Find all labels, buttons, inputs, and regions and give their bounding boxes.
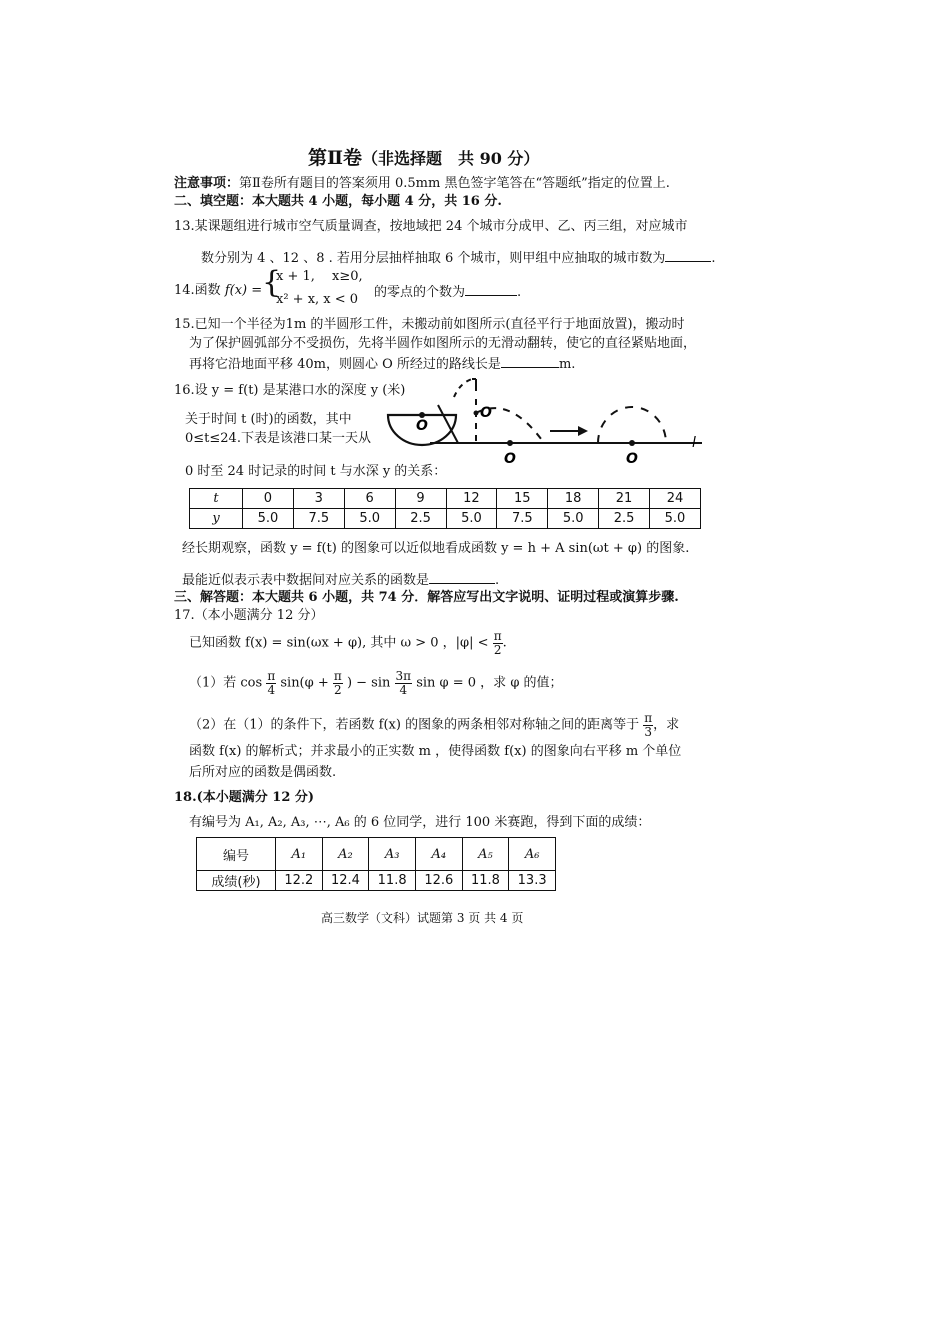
p1-prefix: （1）若 cos: [189, 675, 263, 691]
cell-value: 0: [263, 491, 273, 506]
cell-value: 3: [314, 491, 323, 506]
table-cell: [650, 489, 701, 509]
q13-end: .: [711, 251, 716, 266]
table-cell: [650, 509, 701, 529]
p1-end: sin φ = 0 ，求 φ 的值；: [416, 675, 563, 691]
p1-frac3: [395, 670, 413, 697]
p1-frac1-num: π: [267, 669, 276, 683]
table-cell: [276, 871, 323, 891]
table-header-score: [197, 871, 276, 891]
q16-line3: 0≤t≤24.下表是该港口某一天从: [185, 431, 371, 446]
cell-value: A₁: [291, 846, 307, 862]
q13-line2-text: 数分别为 4 、12 、8 . 若用分层抽样抽取 6 个城市，则甲组中应抽取的城市数为: [201, 251, 666, 266]
q16-after2-text: 最能近似表示表中数据间对应关系的函数是: [182, 573, 430, 588]
center-dot-ground: [507, 440, 513, 446]
q17-part2-line2: 函数 f(x) 的解析式；并求最小的正实数 m ，使得函数 f(x) 的图象向右平移 m 个单位: [189, 744, 682, 759]
table-cell: [344, 489, 395, 509]
q14-case1: x + 1, x≥0,: [276, 269, 363, 284]
frac-den: 2: [493, 643, 502, 657]
cell-value: A₅: [478, 846, 493, 862]
p1-frac2-den: 2: [334, 683, 342, 697]
cell-value: 12: [463, 491, 480, 506]
cell-value: 5.0: [664, 511, 686, 526]
label-O-ground: O: [504, 451, 516, 467]
q17-given-text: 已知函数 f(x) = sin(ωx + φ), 其中 ω > 0 ，|φ| <: [189, 635, 489, 651]
q17-part2-line1: [189, 712, 679, 739]
frac-num: π: [493, 629, 502, 643]
q14-brace: {: [262, 265, 282, 300]
table-cell: [599, 489, 650, 509]
table-cell: [243, 509, 294, 529]
q18-line1: 有编号为 A₁, A₂, A₃, ⋯, A₆ 的 6 位同学，进行 100 米赛跑，得到下面的成绩：: [189, 815, 651, 830]
q14-case2: x² + x, x < 0: [276, 292, 359, 307]
table-row-scores: [197, 871, 556, 891]
page-title: [308, 143, 539, 170]
q18-table: [196, 837, 556, 891]
center-dot-final: [629, 440, 635, 446]
cell-value: 24: [666, 491, 684, 506]
table-cell: [293, 489, 344, 509]
cell-value: 21: [615, 491, 633, 506]
page-footer: 高三数学（文科）试题第 3 页 共 4 页: [321, 911, 524, 925]
p1-frac2-num: π: [333, 669, 342, 683]
table-cell: [276, 838, 323, 871]
table-cell: [369, 838, 416, 871]
label-O-final: O: [626, 451, 638, 467]
table-cell: [415, 838, 462, 871]
table-cell: [395, 509, 446, 529]
center-path-arc-1: [454, 379, 472, 397]
q16-after2: [182, 571, 499, 589]
cell-value: A₃: [384, 846, 400, 862]
p1-mid1: sin(φ +: [280, 675, 329, 691]
cell-value: A₄: [431, 846, 447, 862]
q15-end: m.: [558, 357, 576, 372]
cell-value: 12.6: [424, 873, 454, 888]
table-cell: [322, 871, 369, 891]
table-cell: [462, 838, 509, 871]
table-header-id: [197, 838, 276, 871]
table-cell: [322, 838, 369, 871]
q16-line1: 16.设 y = f(t) 是某港口水的深度 y (米): [174, 383, 406, 398]
section2-heading: 二、填空题：本大题共 4 小题，每小题 4 分，共 16 分.: [174, 194, 502, 209]
translate-arrow-head: [578, 426, 588, 436]
q18-head: 18.(本小题满分 12 分): [174, 790, 315, 805]
cell-value: 18: [564, 491, 582, 506]
final-semicircle: [598, 407, 666, 443]
table-cell: [344, 509, 395, 529]
title-main: 第Ⅱ卷: [308, 147, 363, 169]
q14-func: f(x) =: [224, 283, 263, 298]
table-row-ids: [197, 838, 556, 871]
q17-given-frac: [493, 630, 503, 657]
label-O-upright: O: [480, 405, 492, 421]
table-cell: [548, 509, 599, 529]
cell-value: 7.5: [308, 511, 330, 526]
table-row-t: [190, 489, 701, 509]
table-cell: [446, 509, 497, 529]
q17-part2-line3: 后所对应的函数是偶函数.: [189, 765, 337, 780]
q13-answer-blank[interactable]: [665, 249, 711, 262]
q14-suffix: [374, 283, 521, 301]
q16-after1: 经长期观察，函数 y = f(t) 的图象可以近似地看成函数 y = h + A sin(ωt + φ) 的图象.: [182, 541, 690, 556]
section3-heading: 三、解答题：本大题共 6 小题，共 74 分．解答应写出文字说明、证明过程或演算步骤.: [174, 590, 679, 605]
col-label: 编号: [222, 848, 249, 864]
q17-head: 17.（本小题满分 12 分）: [174, 608, 324, 623]
q16-answer-blank[interactable]: [429, 571, 495, 584]
q16-table: [189, 488, 701, 529]
p1-frac1-den: 4: [267, 683, 276, 697]
q15-line2: 为了保护圆弧部分不受损伤，先将半圆作如图所示的无滑动翻转，使它的直径紧贴地面，: [189, 336, 697, 351]
cell-value: 12.2: [284, 873, 314, 888]
q17-given-end: .: [502, 635, 507, 651]
p1-frac3-den: 4: [399, 683, 408, 697]
q15-line3-text: 再将它沿地面平移 40m，则圆心 O 所经过的路线长是: [189, 357, 501, 372]
notice: [174, 176, 670, 192]
cell-value: 5.0: [562, 511, 584, 526]
q15-line3: [189, 355, 575, 373]
p2-line1: （2）在（1）的条件下，若函数 f(x) 的图象的两条相邻对称轴之间的距离等于: [189, 717, 640, 733]
label-l: l: [692, 435, 696, 451]
q17-part1: [189, 670, 563, 697]
p2-frac: [643, 712, 653, 739]
cell-value: A₂: [338, 846, 353, 862]
cell-value: A₆: [524, 846, 540, 862]
notice-label: 注意事项：: [174, 176, 240, 191]
cell-value: 5.0: [461, 511, 482, 526]
table-cell: [415, 871, 462, 891]
table-cell: [509, 838, 556, 871]
q16-end: .: [495, 573, 500, 588]
q17-given: [189, 630, 507, 657]
table-cell: [369, 871, 416, 891]
q13-line1: 13.某课题组进行城市空气质量调查，按地域把 24 个城市分成甲、乙、丙三组，对应城市: [174, 219, 688, 234]
table-cell: [293, 509, 344, 529]
cell-value: 2.5: [613, 511, 635, 526]
table-cell: [446, 489, 497, 509]
table-cell: [548, 489, 599, 509]
p1-frac3-num: 3π: [395, 669, 412, 683]
rolling-semicircle-figure: [380, 375, 710, 470]
p1-mid2: ) − sin: [346, 675, 391, 691]
table-header-t: [190, 489, 243, 509]
cell-value: 7.5: [511, 511, 533, 526]
p2-line1-end: ，求: [653, 717, 680, 733]
q16-line2: 关于时间 t (时)的函数，其中: [185, 412, 352, 427]
table-header-y: [190, 509, 243, 529]
cell-value: 12.4: [331, 873, 360, 888]
cell-value: 11.8: [470, 873, 500, 888]
cell-value: 9: [416, 491, 425, 506]
p1-frac2: [333, 670, 343, 697]
cell-value: 5.0: [257, 511, 279, 526]
cell-value: 5.0: [359, 511, 381, 526]
t-label: t: [213, 491, 219, 506]
cell-value: 11.8: [377, 873, 407, 888]
cell-value: 15: [514, 491, 531, 506]
q15-answer-blank[interactable]: [501, 355, 559, 368]
table-cell: [599, 509, 650, 529]
p2-frac-num: π: [644, 711, 653, 725]
table-cell: [243, 489, 294, 509]
table-cell: [497, 509, 548, 529]
q14-end: .: [517, 285, 522, 300]
table-cell: [462, 871, 509, 891]
p2-frac-den: 3: [644, 725, 652, 739]
cell-value: 2.5: [410, 511, 431, 526]
y-label: y: [212, 511, 220, 526]
table-cell: [497, 489, 548, 509]
q14-suffix-text: 的零点的个数为: [374, 285, 466, 300]
title-sub: （非选择题 共 90 分）: [362, 149, 540, 168]
q14-prefix-text: 14.函数: [174, 283, 221, 298]
p1-frac1: [266, 670, 276, 697]
table-row-y: [190, 509, 701, 529]
notice-text: 第Ⅱ卷所有题目的答案须用 0.5mm 黑色签字笔答在“答题纸”指定的位置上.: [239, 176, 670, 191]
table-cell: [509, 871, 556, 891]
q15-line1: 15.已知一个半径为1m 的半圆形工件，未搬动前如图所示(直径平行于地面放置)，搬动时: [174, 317, 685, 332]
cell-value: 6: [365, 491, 374, 506]
row-label: 成绩(秒): [211, 875, 261, 890]
label-O-initial: O: [416, 418, 428, 434]
cell-value: 13.3: [517, 873, 547, 888]
q14-answer-blank[interactable]: [465, 283, 517, 296]
table-cell: [395, 489, 446, 509]
q16-line4: 0 时至 24 时记录的时间 t 与水深 y 的关系：: [185, 464, 447, 479]
q14-prefix: [174, 283, 262, 299]
